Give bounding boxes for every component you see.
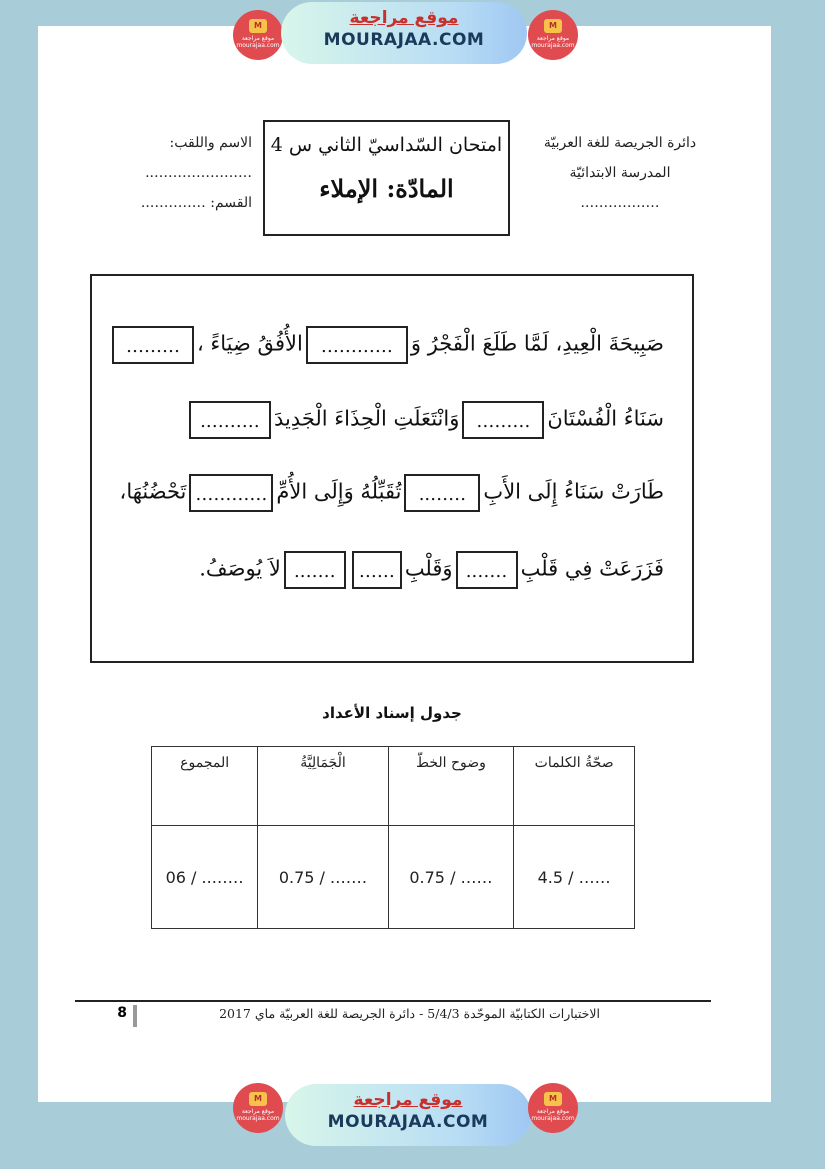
dictation-line-2 [186, 401, 664, 439]
blank-box[interactable]: ………… [189, 474, 273, 512]
site-logo-right-top[interactable] [528, 10, 578, 60]
name-label: الاسم واللقب: [169, 135, 252, 151]
blank-box[interactable]: ……. [284, 551, 346, 589]
page-number: 8 [75, 1005, 137, 1027]
text-fragment: الأُفُقُ ضِيَاءً ، [196, 331, 303, 356]
blank-box[interactable]: ………. [189, 401, 271, 439]
site-logo-left-top[interactable] [233, 10, 283, 60]
blank-box[interactable]: …… [352, 551, 402, 589]
text-fragment: صَبِيحَةَ الْعِيدِ، لَمَّا طَلَعَ الْفَجْرُ وَ [410, 331, 664, 356]
logo-mark: M [544, 1092, 562, 1106]
logo-mark: M [249, 1092, 267, 1106]
site-name-ar: موقع مراجعة [353, 1090, 463, 1110]
logo-text: موقع مراجعة mourajaa.com [236, 35, 280, 49]
site-logo-left-bottom[interactable] [233, 1083, 283, 1133]
text-fragment: لاَ يُوصَفُ. [199, 556, 281, 581]
footer-text: الاختبارات الكتابيّة الموحّدة 5/4/3 - دائرة الجريصة للغة العربيّة ماي 2017 [219, 1006, 600, 1021]
site-logo-right-bottom[interactable] [528, 1083, 578, 1133]
site-name-en: MOURAJAA.COM [327, 1112, 489, 1132]
school-name: المدرسة الابتدائيّة [569, 165, 671, 181]
dictation-line-1 [109, 326, 664, 364]
text-fragment: وَانْتَعَلَتِ الْحِذَاءَ الْجَدِيدَ [273, 406, 460, 431]
header-word-accuracy: صحّةُ الكلمات [514, 747, 635, 826]
subject-title: المادّة: الإملاء [319, 174, 454, 203]
school-blank: …………….. [580, 195, 660, 211]
logo-mark: M [544, 19, 562, 33]
text-fragment: تُقَبِّلُهُ وَإِلَى الأُمِّ [276, 479, 402, 504]
text-fragment: فَزَرَعَتْ فِي قَلْبِ [520, 556, 664, 581]
blank-box[interactable]: ……. [456, 551, 518, 589]
name-blank: ………………….. [145, 165, 252, 181]
grade-table [151, 746, 635, 929]
score-word-accuracy[interactable]: …… / 4.5 [514, 826, 635, 929]
student-info [92, 128, 252, 218]
exam-title: امتحان السّداسيّ الثاني س 4 [270, 134, 503, 156]
logo-text: موقع مراجعة mourajaa.com [236, 1108, 280, 1122]
district-name: دائرة الجريصة للغة العربيّة [543, 135, 697, 151]
site-banner-top[interactable] [281, 2, 527, 64]
class-label: القسم: ………….. [140, 195, 252, 211]
school-info [540, 128, 700, 218]
text-fragment: سَنَاءُ الْفُسْتَانَ [547, 406, 664, 431]
logo-text: موقع مراجعة mourajaa.com [531, 1108, 575, 1122]
text-fragment: تَحْضُنُهَا، [119, 479, 187, 504]
grade-table-title: جدول إسناد الأعداد [322, 704, 462, 722]
text-fragment: طَارَتْ سَنَاءُ إِلَى الأَبِ [483, 479, 664, 504]
score-total[interactable]: …….. / 06 [152, 826, 258, 929]
dictation-line-3 [120, 474, 664, 512]
dictation-line-4 [199, 551, 664, 589]
text-fragment: وَقَلْبِ [404, 556, 453, 581]
logo-text: موقع مراجعة mourajaa.com [531, 35, 575, 49]
header-total: المجموع [152, 747, 258, 826]
blank-box[interactable]: ………… [306, 326, 408, 364]
logo-mark: M [249, 19, 267, 33]
table-header-row [152, 747, 635, 826]
site-banner-bottom[interactable] [285, 1084, 531, 1146]
blank-box[interactable]: ……… [462, 401, 544, 439]
score-handwriting[interactable]: …… / 0.75 [388, 826, 514, 929]
header-handwriting: وضوح الخطّ [388, 747, 514, 826]
site-name-ar: موقع مراجعة [349, 8, 459, 28]
header-aesthetics: الْجَمَالِيَّةُ [258, 747, 388, 826]
blank-box[interactable]: ……… [112, 326, 194, 364]
score-aesthetics[interactable]: ……. / 0.75 [258, 826, 388, 929]
table-score-row [152, 826, 635, 929]
site-name-en: MOURAJAA.COM [323, 30, 485, 50]
exam-title-box [263, 120, 510, 236]
blank-box[interactable]: …….. [404, 474, 480, 512]
footer-divider [75, 1000, 711, 1002]
dictation-box [90, 274, 694, 663]
